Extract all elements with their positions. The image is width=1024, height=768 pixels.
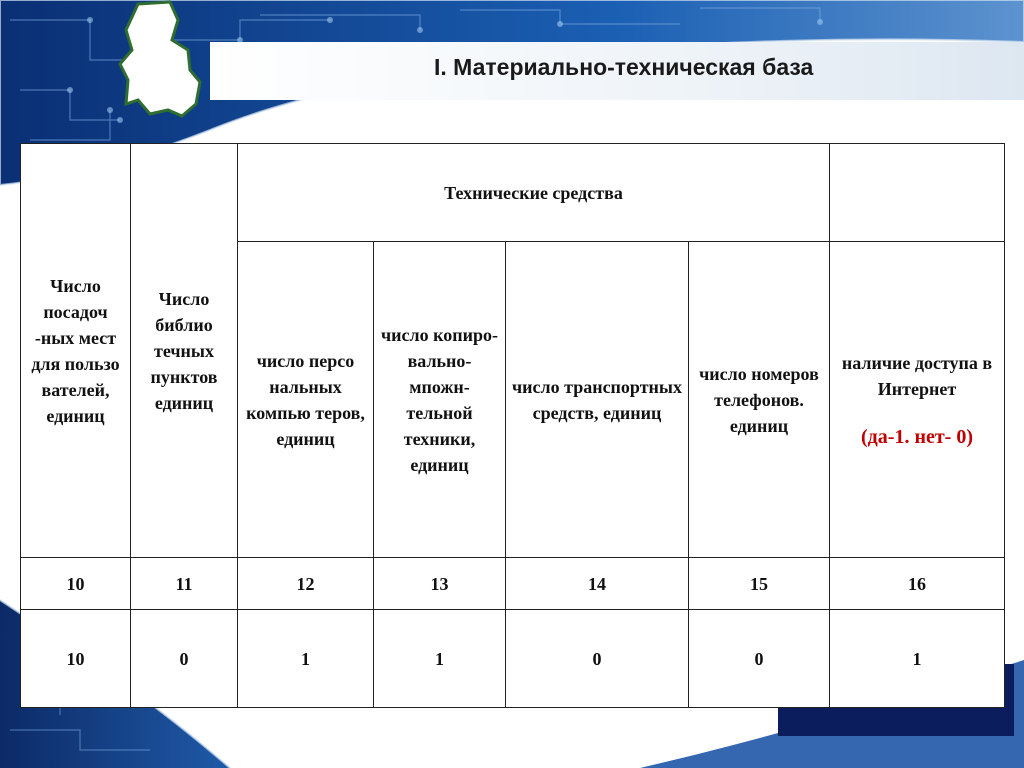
header-copiers: число копиро-вально-мпожн-тельной техники, единиц xyxy=(374,242,506,558)
column-number: 11 xyxy=(131,558,238,610)
value-vehicles: 0 xyxy=(506,610,689,708)
group-header-technical-means: Технические средства xyxy=(238,144,830,242)
header-phones: число номеров телефонов. единиц xyxy=(689,242,830,558)
header-library-points: Число библио течных пунктов единиц xyxy=(131,144,238,558)
column-number: 12 xyxy=(238,558,374,610)
header-empty-cell xyxy=(830,144,1005,242)
column-number: 14 xyxy=(506,558,689,610)
header-seats: Число посадоч -ных мест для пользо вателей, единиц xyxy=(21,144,131,558)
column-number: 10 xyxy=(21,558,131,610)
value-phones: 0 xyxy=(689,610,830,708)
header-computers: число персо нальных компью теров, единиц xyxy=(238,242,374,558)
slide-title: I. Материально-техническая база xyxy=(434,54,814,80)
column-number: 16 xyxy=(830,558,1005,610)
column-number: 15 xyxy=(689,558,830,610)
column-number: 13 xyxy=(374,558,506,610)
value-library-points: 0 xyxy=(131,610,238,708)
internet-header-text: наличие доступа в Интернет xyxy=(841,352,993,399)
value-seats: 10 xyxy=(21,610,131,708)
internet-value-hint: (да-1. нет- 0) xyxy=(861,425,973,448)
value-copiers: 1 xyxy=(374,610,506,708)
value-internet: 1 xyxy=(830,610,1005,708)
header-vehicles: число транспортных средств, единиц xyxy=(506,242,689,558)
value-computers: 1 xyxy=(238,610,374,708)
material-technical-table xyxy=(20,143,1005,708)
header-internet xyxy=(830,242,1005,558)
